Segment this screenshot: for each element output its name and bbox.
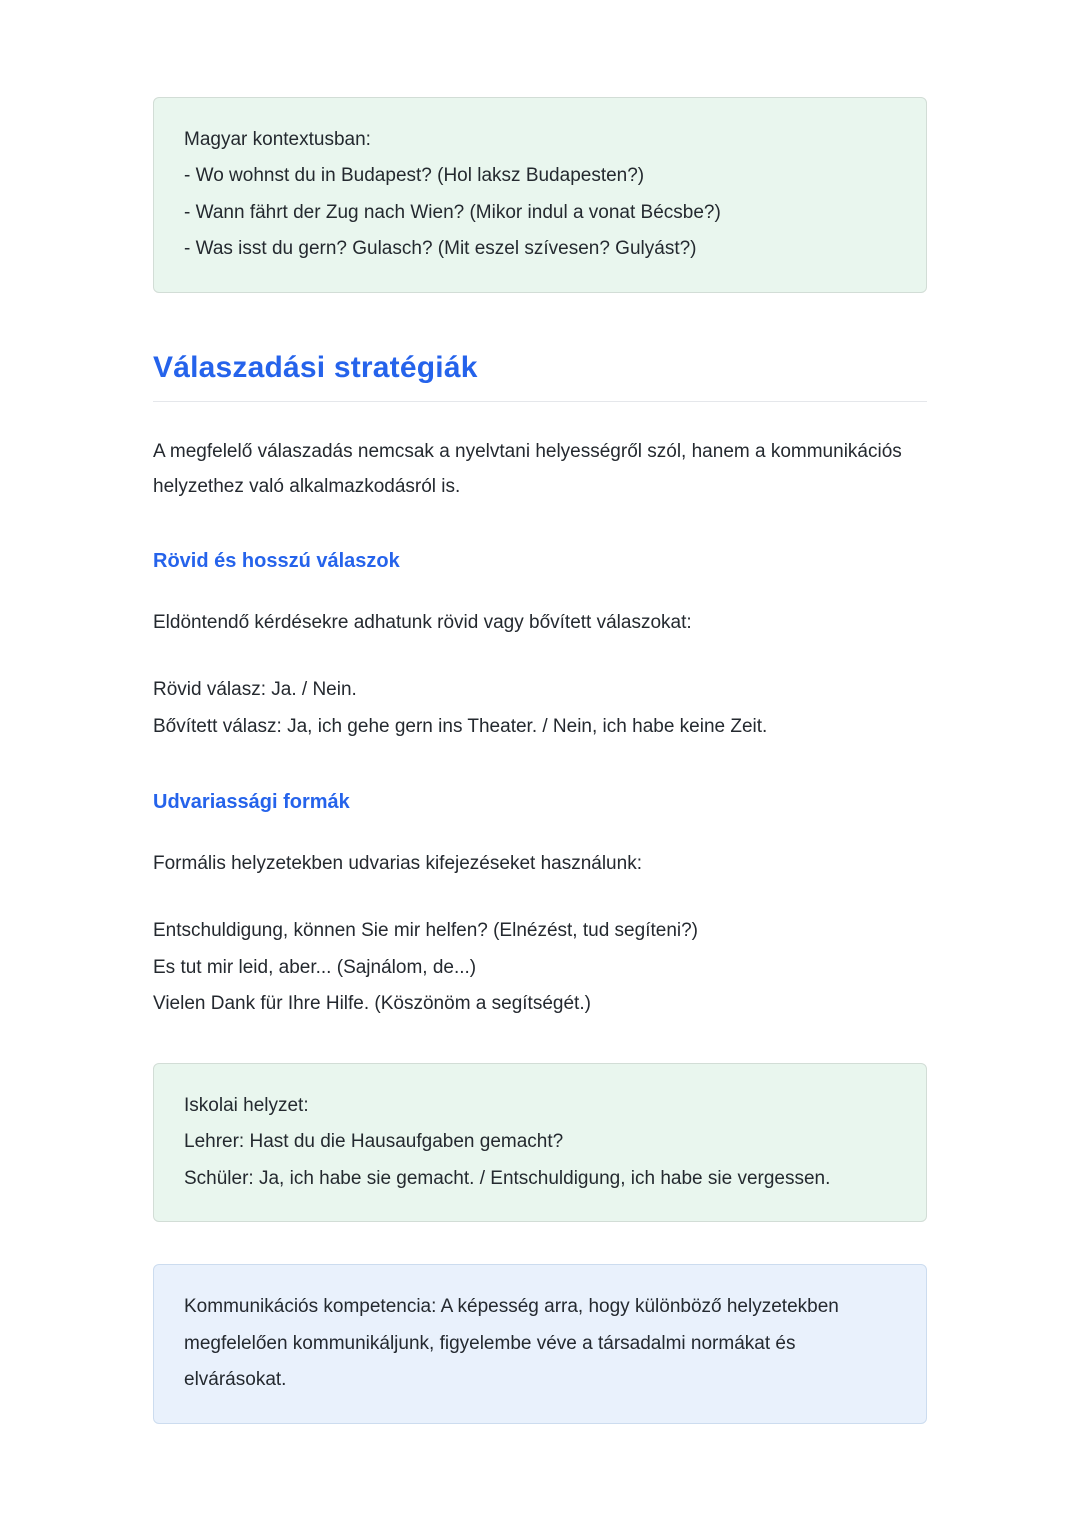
politeness-line: Entschuldigung, können Sie mir helfen? (Elnézést, tud segíteni?) (153, 920, 698, 942)
example-box-hungarian-context (153, 97, 927, 293)
politeness-line: Vielen Dank für Ihre Hilfe. (Köszönöm a segítségét.) (153, 993, 591, 1015)
politeness-line: Es tut mir leid, aber... (Sajnálom, de...) (153, 956, 477, 978)
example-line: - Wo wohnst du in Budapest? (Hol laksz Budapesten?) (184, 165, 645, 187)
school-line: Schüler: Ja, ich habe sie gemacht. / Entschuldigung, ich habe sie vergessen. (184, 1167, 831, 1189)
content-column (153, 0, 927, 1424)
politeness-lead: Formális helyzetekben udvarias kifejezéseket használunk: (153, 853, 642, 875)
example-line: - Wann fährt der Zug nach Wien? (Mikor indul a vonat Bécsbe?) (184, 201, 721, 223)
short-long-lead: Eldöntendő kérdésekre adhatunk rövid vagy bővített válaszokat: (153, 612, 692, 634)
intro-paragraph: A megfelelő válaszadás nemcsak a nyelvtani helyességről szól, hanem a kommunikációs helyzethez való alkalmazkodásról is. (153, 440, 902, 498)
definition-text: Kommunikációs kompetencia: A képesség arra, hogy különböző helyzetekben megfelelően kommunikáljunk, figyelembe véve a társadalmi normákat és elvárásokat. (184, 1296, 839, 1391)
subheading-short-long-answers: Rövid és hosszú válaszok (153, 550, 400, 573)
politeness-examples (153, 913, 927, 1022)
school-box-title: Iskolai helyzet: (184, 1094, 309, 1116)
subheading-politeness-forms: Udvariassági formák (153, 791, 350, 814)
example-line: - Was isst du gern? Gulasch? (Mit eszel szívesen? Gulyást?) (184, 238, 697, 260)
short-answer-line: Rövid válasz: Ja. / Nein. (153, 679, 357, 701)
answer-examples (153, 672, 927, 745)
extended-answer-line: Bővített válasz: Ja, ich gehe gern ins Theater. / Nein, ich habe keine Zeit. (153, 715, 768, 737)
page-title: Válaszadási stratégiák (153, 351, 927, 402)
example-box-school-situation (153, 1063, 927, 1222)
example-box-title: Magyar kontextusban: (184, 129, 371, 150)
school-line: Lehrer: Hast du die Hausaufgaben gemacht? (184, 1131, 564, 1153)
definition-box-communication-competence (153, 1264, 927, 1423)
